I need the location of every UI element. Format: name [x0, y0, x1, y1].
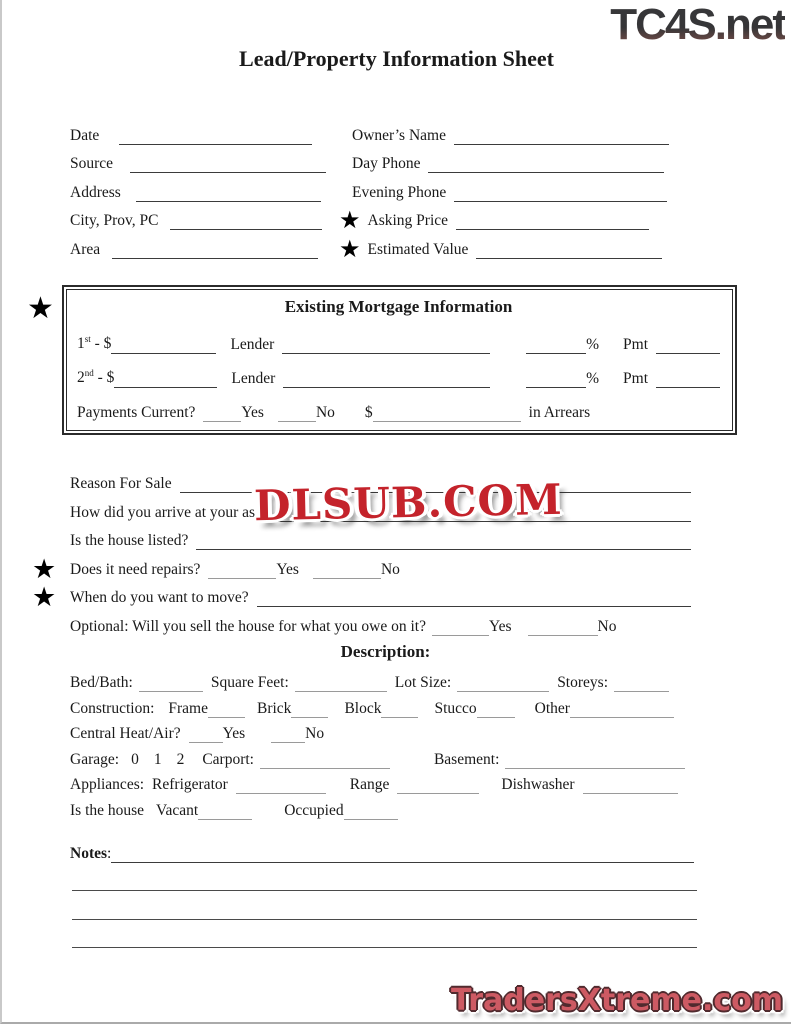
storeys-line[interactable]: [614, 676, 669, 692]
star-icon: ★: [339, 206, 361, 234]
first-percent-label: %: [586, 335, 600, 353]
house-listed-input-line[interactable]: [196, 534, 691, 550]
vacancy-row: [70, 794, 701, 820]
first-pmt-label: Pmt: [623, 335, 648, 353]
second-percent-label: %: [586, 369, 600, 387]
first-mortgage-row: [77, 320, 720, 354]
square-feet-label: Square Feet:: [210, 674, 289, 691]
optional-no-line[interactable]: [528, 620, 598, 636]
owners-name-input-line[interactable]: [454, 129, 669, 145]
payments-yes-label: Yes: [241, 403, 264, 421]
vacant-line[interactable]: [198, 804, 252, 820]
repairs-no-label: No: [380, 560, 400, 578]
occupied-label: Occupied: [284, 801, 344, 819]
first-pmt-input-line[interactable]: [656, 338, 720, 354]
lot-size-line[interactable]: [457, 676, 549, 692]
carport-label: Carport:: [202, 750, 254, 768]
optional-no-label: No: [597, 617, 617, 635]
area-input-line[interactable]: [112, 243, 318, 259]
source-label: Source: [70, 155, 114, 172]
when-move-input-line[interactable]: [257, 591, 691, 607]
first-mortgage-amount-line[interactable]: [111, 338, 216, 354]
city-prov-pc-input-line[interactable]: [170, 214, 322, 230]
central-yes-line[interactable]: [189, 727, 223, 743]
optional-sell-row: [70, 607, 691, 636]
central-no-line[interactable]: [271, 727, 305, 743]
garage-option-0[interactable]: 0: [131, 750, 139, 768]
city-prov-pc-label: City, Prov, PC: [70, 212, 159, 229]
lot-size-label: Lot Size:: [394, 674, 452, 691]
first-mortgage-num: 1: [77, 335, 85, 353]
payments-no-label: No: [315, 403, 335, 421]
range-line[interactable]: [397, 778, 479, 794]
estimated-value-input-line[interactable]: [476, 243, 662, 259]
payments-current-row: [77, 388, 720, 422]
first-rate-input-line[interactable]: [526, 338, 586, 354]
refrigerator-line[interactable]: [236, 778, 326, 794]
second-lender-input-line[interactable]: [283, 372, 490, 388]
refrigerator-label: Refrigerator: [152, 776, 228, 793]
repairs-yes-label: Yes: [276, 560, 299, 578]
second-pmt-input-line[interactable]: [656, 372, 720, 388]
second-rate-input-line[interactable]: [526, 372, 586, 388]
notes-row: [70, 837, 694, 863]
notes-input-line[interactable]: [111, 847, 694, 863]
stucco-label: Stucco: [434, 699, 477, 717]
first-mortgage-dollar: - $: [90, 335, 112, 353]
second-mortgage-amount-line[interactable]: [114, 372, 217, 388]
mortgage-section: [2, 285, 791, 435]
arrears-dollar-label: $: [364, 403, 373, 421]
house-listed-label: Is the house listed?: [70, 532, 189, 549]
reason-for-sale-label: Reason For Sale: [70, 475, 172, 492]
field-row: [70, 202, 671, 234]
source-input-line[interactable]: [130, 157, 326, 173]
repairs-no-line[interactable]: [313, 563, 381, 579]
notes-extra-line[interactable]: [72, 863, 697, 892]
frame-line[interactable]: [208, 702, 245, 718]
asking-price-label: Asking Price: [367, 212, 449, 229]
mortgage-box: [62, 285, 737, 435]
date-input-line[interactable]: [119, 129, 312, 145]
brick-line[interactable]: [291, 702, 328, 718]
stucco-line[interactable]: [477, 702, 515, 718]
mortgage-title: Existing Mortgage Information: [284, 296, 513, 316]
notes-extra-line[interactable]: [72, 920, 697, 949]
garage-label: Garage:: [70, 750, 120, 768]
garage-row: [70, 743, 701, 769]
storeys-label: Storeys:: [557, 674, 608, 691]
dlsub-watermark: DLSUB.COM: [253, 474, 564, 531]
first-mortgage-ordinal: st: [84, 334, 91, 345]
notes-extra-line[interactable]: [72, 891, 697, 920]
optional-yes-label: Yes: [488, 617, 512, 635]
description-section: [70, 667, 701, 820]
garage-option-1[interactable]: 1: [153, 750, 162, 768]
need-repairs-row: [32, 550, 691, 585]
payments-no-line[interactable]: [278, 406, 316, 422]
star-icon: ★: [32, 582, 57, 613]
second-mortgage-ordinal: nd: [84, 368, 94, 379]
construction-label: Construction:: [70, 699, 155, 717]
tc4s-logo: TC4S.net: [610, 0, 785, 49]
payments-yes-line[interactable]: [203, 406, 241, 422]
bed-bath-line[interactable]: [139, 676, 203, 692]
area-label: Area: [70, 240, 101, 258]
block-line[interactable]: [381, 702, 418, 718]
arrive-question-label: How did you arrive at your as: [70, 503, 256, 521]
address-label: Address: [70, 183, 121, 201]
second-mortgage-dollar: - $: [93, 369, 115, 387]
appliances-label: Appliances:: [70, 776, 145, 793]
size-row: [70, 667, 701, 693]
brick-label: Brick: [257, 699, 292, 717]
in-arrears-label: in Arrears: [528, 403, 591, 421]
description-heading: Description:: [340, 641, 431, 661]
owners-name-label: Owner’s Name: [352, 126, 446, 144]
optional-yes-line[interactable]: [432, 620, 489, 636]
payments-current-label: Payments Current?: [77, 403, 196, 421]
first-lender-label: Lender: [230, 335, 275, 353]
block-label: Block: [344, 699, 382, 717]
when-move-row: [32, 579, 691, 613]
when-move-label: When do you want to move?: [70, 589, 249, 606]
estimated-value-label: Estimated Value: [367, 240, 469, 258]
second-pmt-label: Pmt: [623, 369, 648, 387]
repairs-yes-line[interactable]: [208, 563, 276, 579]
dishwasher-label: Dishwasher: [501, 776, 575, 793]
tradersxtreme-logo: TradersXtreme.com: [451, 983, 783, 1018]
contact-fields-section: [70, 116, 671, 263]
is-house-label: Is the house: [70, 801, 145, 819]
central-heat-label: Central Heat/Air?: [70, 725, 181, 742]
notes-colon: :: [107, 844, 112, 862]
star-icon: ★: [32, 553, 57, 585]
evening-phone-input-line[interactable]: [454, 186, 667, 202]
range-label: Range: [349, 776, 390, 793]
notes-label: Notes: [70, 844, 108, 862]
construction-row: [70, 692, 701, 718]
dishwasher-line[interactable]: [583, 778, 678, 794]
field-row: [70, 173, 671, 202]
central-heat-row: [70, 718, 701, 744]
page-title: Lead/Property Information Sheet: [239, 46, 554, 71]
asking-price-input-line[interactable]: [456, 214, 649, 230]
star-icon: ★: [339, 234, 361, 263]
basement-label: Basement:: [433, 750, 500, 768]
field-row: [70, 116, 671, 145]
second-mortgage-row: [77, 354, 720, 388]
frame-label: Frame: [168, 699, 208, 717]
other-line[interactable]: [570, 702, 674, 718]
garage-option-2[interactable]: 2: [176, 750, 185, 768]
bed-bath-label: Bed/Bath:: [70, 674, 133, 691]
occupied-line[interactable]: [344, 804, 398, 820]
star-icon: ★: [27, 290, 54, 326]
second-mortgage-num: 2: [77, 369, 85, 387]
square-feet-line[interactable]: [295, 676, 387, 692]
first-lender-input-line[interactable]: [282, 338, 490, 354]
need-repairs-label: Does it need repairs?: [70, 560, 201, 578]
vacant-label: Vacant: [156, 801, 199, 819]
appliances-row: [70, 769, 701, 795]
basement-line[interactable]: [505, 753, 685, 769]
day-phone-input-line[interactable]: [428, 157, 664, 173]
carport-line[interactable]: [260, 753, 390, 769]
arrears-amount-line[interactable]: [373, 406, 521, 422]
central-yes-label: Yes: [222, 725, 246, 742]
date-label: Date: [70, 126, 100, 144]
field-row: [70, 230, 671, 263]
field-row: [70, 145, 671, 174]
day-phone-label: Day Phone: [352, 155, 421, 172]
central-no-label: No: [305, 725, 325, 742]
second-lender-label: Lender: [231, 369, 276, 387]
address-input-line[interactable]: [136, 186, 321, 202]
optional-sell-label: Optional: Will you sell the house for what you owe on it?: [70, 617, 426, 635]
evening-phone-label: Evening Phone: [352, 183, 447, 201]
other-label: Other: [534, 699, 570, 717]
